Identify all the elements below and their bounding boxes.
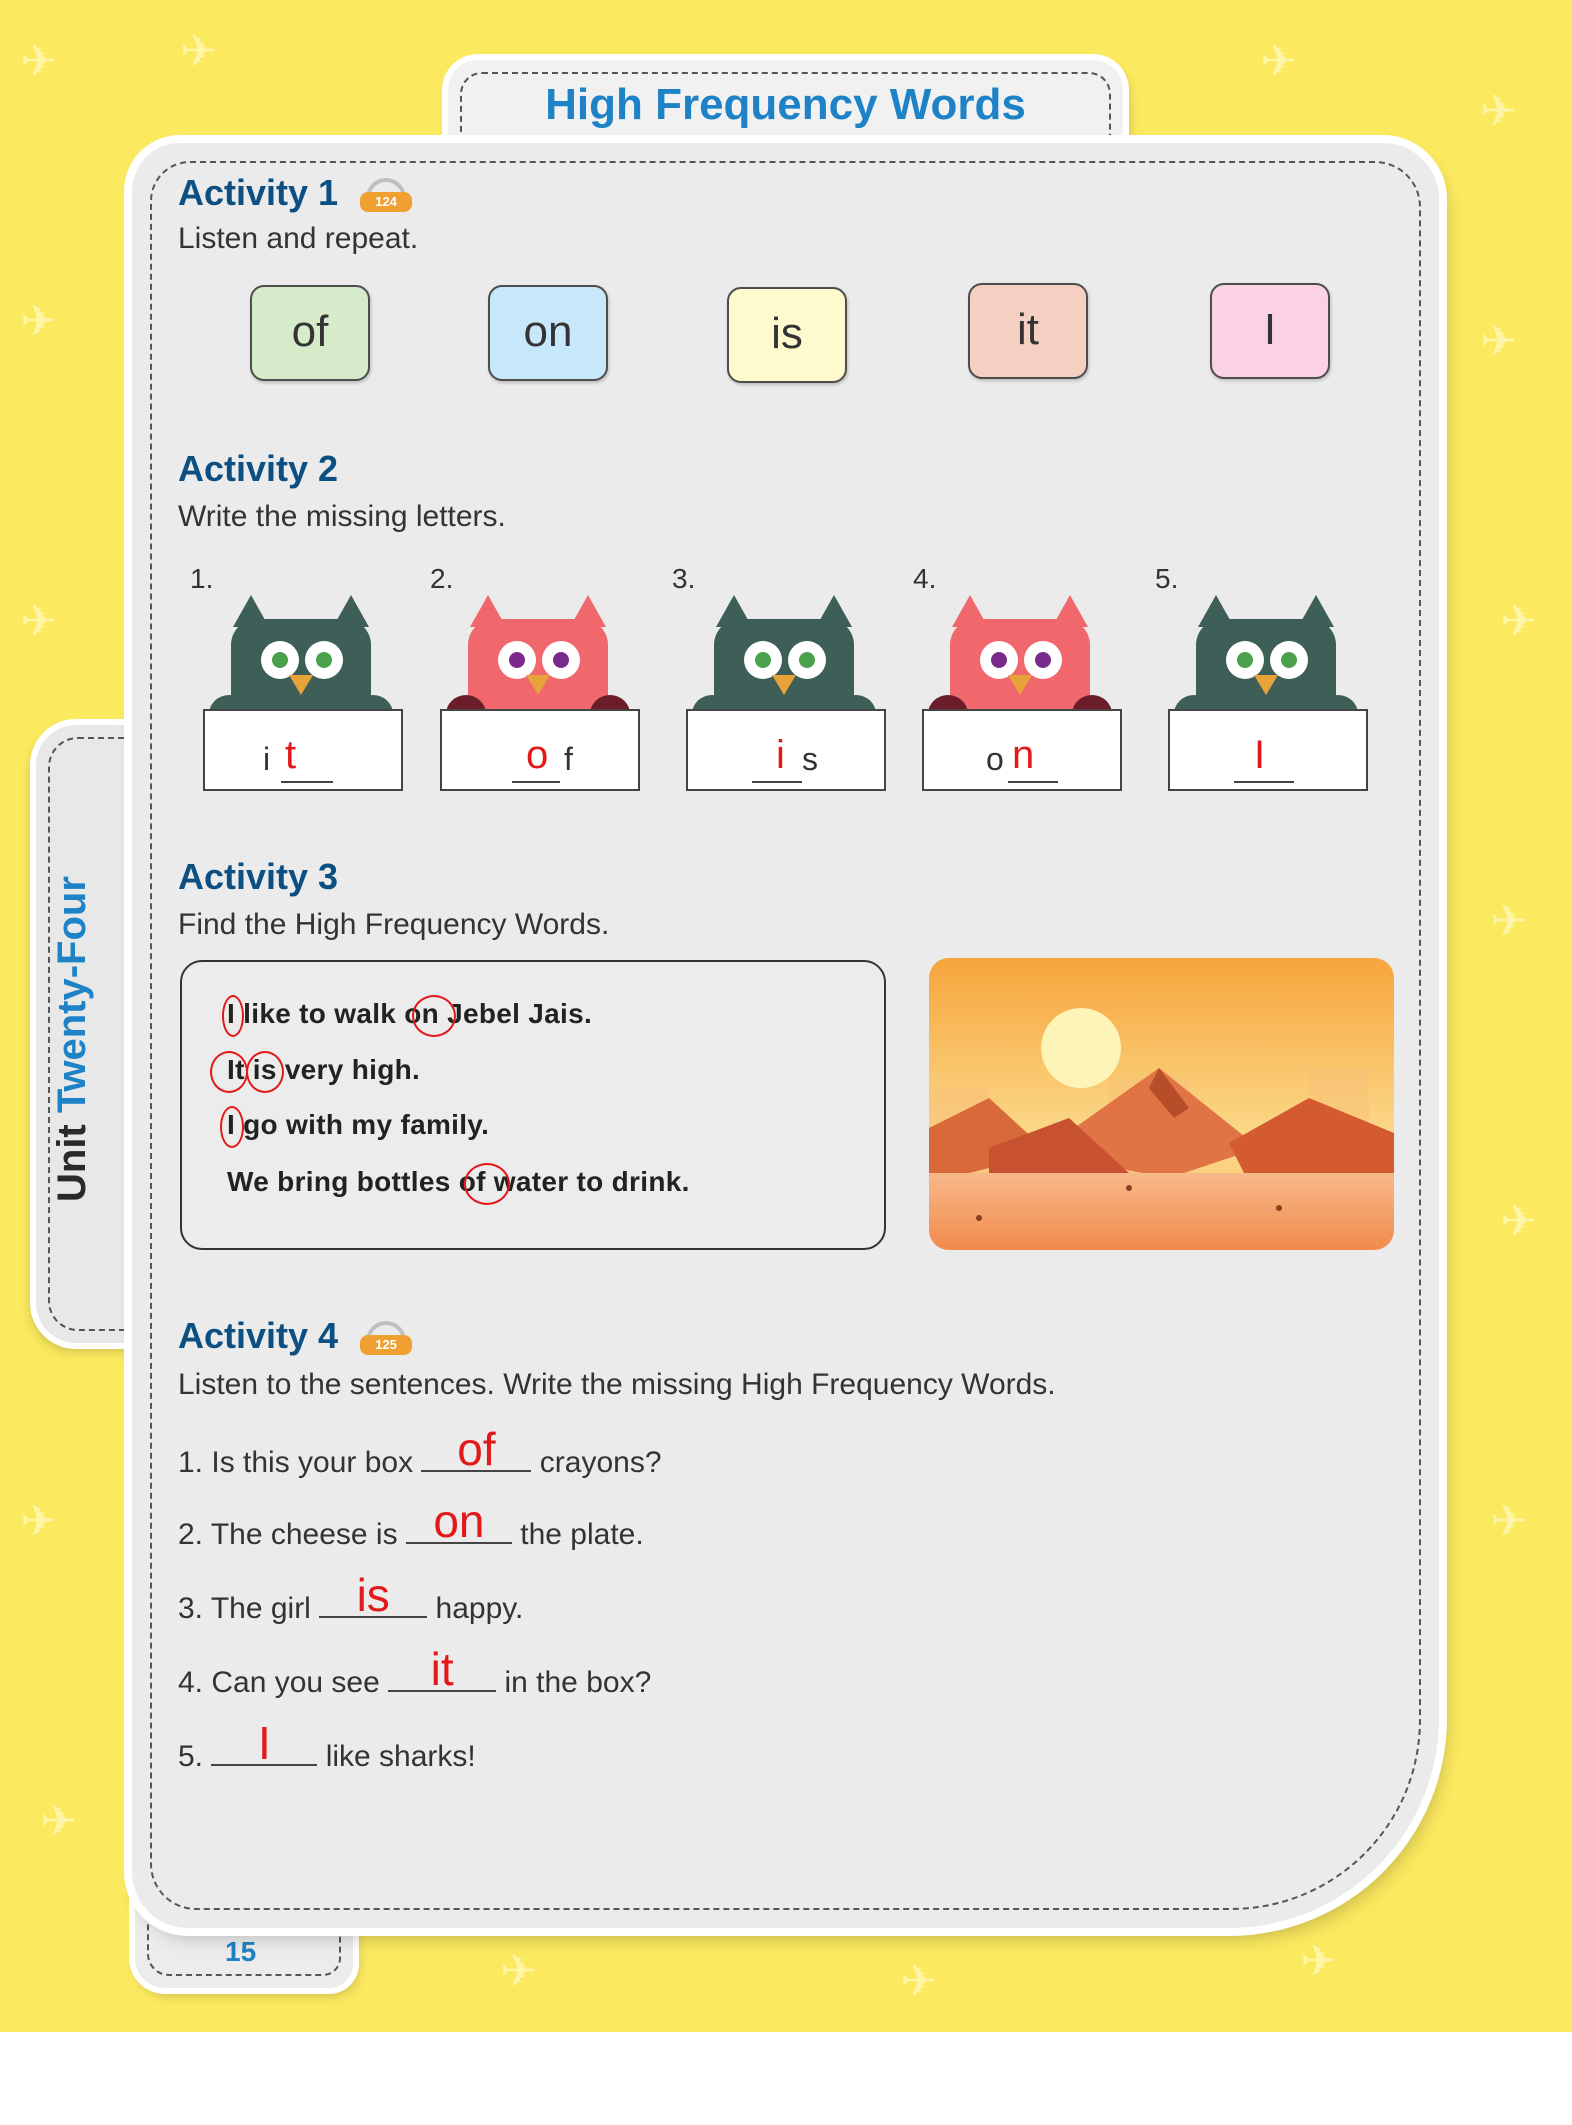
item-number: 3. xyxy=(672,563,696,594)
paper-plane-icon: ✈ xyxy=(900,1957,937,2006)
paper-plane-icon: ✈ xyxy=(1300,1937,1337,1986)
paper-plane-icon: ✈ xyxy=(20,37,57,86)
sentence-start: 5. xyxy=(178,1740,212,1773)
answer-box[interactable] xyxy=(203,709,403,791)
activity4-heading: Activity 4 125 xyxy=(178,1315,414,1357)
paper-plane-icon: ✈ xyxy=(40,1797,77,1846)
paper-plane-icon: ✈ xyxy=(1480,87,1517,136)
sentence-start: 2. The cheese is xyxy=(178,1518,406,1551)
sentences-box xyxy=(180,960,886,1250)
track-number: 125 xyxy=(360,1335,412,1355)
activity1-heading: Activity 1 124 xyxy=(178,172,414,214)
activity3-heading: Activity 3 xyxy=(178,856,339,897)
activity1-instruction: Listen and repeat. xyxy=(178,222,419,255)
written-answer: t xyxy=(285,733,297,777)
sentence-2: It is very high. xyxy=(227,1054,421,1085)
word-card-2[interactable]: is xyxy=(727,287,847,383)
headphones-icon[interactable] xyxy=(358,178,414,212)
word-card-4[interactable]: I xyxy=(1210,283,1330,379)
fill-sentence-2 xyxy=(178,1495,644,1552)
answer-blank[interactable] xyxy=(388,1643,496,1695)
activity2-heading: Activity 2 xyxy=(178,448,339,489)
sentence-start: 1. Is this your box xyxy=(178,1446,422,1479)
sentence-3: I go with my family. xyxy=(227,1109,490,1140)
sentence-end: the plate. xyxy=(511,1518,644,1551)
sentence-start: 3. The girl xyxy=(178,1592,320,1625)
page-title: High Frequency Words xyxy=(545,80,1026,129)
word-card-1[interactable]: on xyxy=(488,285,608,381)
paper-plane-icon: ✈ xyxy=(1490,897,1527,946)
desert-mountain-image xyxy=(929,958,1394,1250)
unit-label-prefix: Unit xyxy=(50,1113,94,1202)
written-answer: on xyxy=(433,1495,485,1547)
circled-word xyxy=(220,1106,244,1148)
answer-blank[interactable] xyxy=(211,1717,317,1769)
headphones-icon[interactable] xyxy=(358,1321,414,1355)
answer-blank[interactable] xyxy=(319,1569,427,1621)
unit-label xyxy=(50,876,95,1202)
sentence-4: We bring bottles of water to drink. xyxy=(227,1166,690,1197)
sentence-end: in the box? xyxy=(496,1666,652,1699)
sentence-start: 4. Can you see xyxy=(178,1666,389,1699)
fill-sentence-3 xyxy=(178,1569,524,1626)
paper-plane-icon: ✈ xyxy=(1500,1197,1537,1246)
given-letter: s xyxy=(802,741,818,777)
written-answer: o xyxy=(526,733,549,777)
paper-plane-icon: ✈ xyxy=(1500,597,1537,646)
written-answer: n xyxy=(1012,733,1035,777)
unit-label-number: Twenty-Four xyxy=(50,876,94,1114)
paper-plane-icon: ✈ xyxy=(20,297,57,346)
activity3-instruction: Find the High Frequency Words. xyxy=(178,908,610,941)
answer-box[interactable] xyxy=(686,709,886,791)
answer-box[interactable] xyxy=(440,709,640,791)
circled-word xyxy=(464,1163,510,1205)
word-card-3[interactable]: it xyxy=(968,283,1088,379)
circled-word xyxy=(246,1051,284,1093)
sentence-end: crayons? xyxy=(531,1446,662,1479)
written-answer: is xyxy=(356,1569,390,1621)
activity2-instruction: Write the missing letters. xyxy=(178,500,506,533)
item-number: 2. xyxy=(430,563,454,594)
page-number: 15 xyxy=(225,1936,257,1967)
answer-box[interactable] xyxy=(1168,709,1368,791)
item-number: 4. xyxy=(913,563,937,594)
paper-plane-icon: ✈ xyxy=(1490,1497,1527,1546)
written-answer: it xyxy=(430,1643,454,1695)
circled-word xyxy=(412,995,456,1037)
word-card-0[interactable]: of xyxy=(250,285,370,381)
given-letter: o xyxy=(986,741,1004,777)
answer-blank[interactable] xyxy=(406,1495,512,1547)
written-answer: of xyxy=(457,1423,496,1475)
written-answer: i xyxy=(776,733,785,777)
paper-plane-icon: ✈ xyxy=(1480,317,1517,366)
sentence-1: I like to walk on Jebel Jais. xyxy=(227,998,593,1029)
fill-sentence-5 xyxy=(178,1717,476,1774)
item-number: 1. xyxy=(190,563,214,594)
activity4-instruction: Listen to the sentences. Write the missing High Frequency Words. xyxy=(178,1368,1056,1401)
given-letter: i xyxy=(263,741,271,777)
circled-word xyxy=(222,995,244,1037)
paper-plane-icon: ✈ xyxy=(180,27,217,76)
given-letter: f xyxy=(564,741,573,777)
written-answer: I xyxy=(257,1717,271,1769)
paper-plane-icon: ✈ xyxy=(500,1947,537,1996)
circled-word xyxy=(210,1051,248,1093)
sentence-end: happy. xyxy=(427,1592,524,1625)
answer-box[interactable] xyxy=(922,709,1122,791)
answer-blank[interactable] xyxy=(421,1423,531,1475)
item-number: 5. xyxy=(1155,563,1179,594)
fill-sentence-4 xyxy=(178,1643,652,1700)
paper-plane-icon: ✈ xyxy=(20,597,57,646)
paper-plane-icon: ✈ xyxy=(20,1497,57,1546)
sentence-end: like sharks! xyxy=(317,1740,476,1773)
paper-plane-icon: ✈ xyxy=(1260,37,1297,86)
track-number: 124 xyxy=(360,192,412,212)
fill-sentence-1 xyxy=(178,1423,662,1480)
written-answer: I xyxy=(1254,733,1266,777)
